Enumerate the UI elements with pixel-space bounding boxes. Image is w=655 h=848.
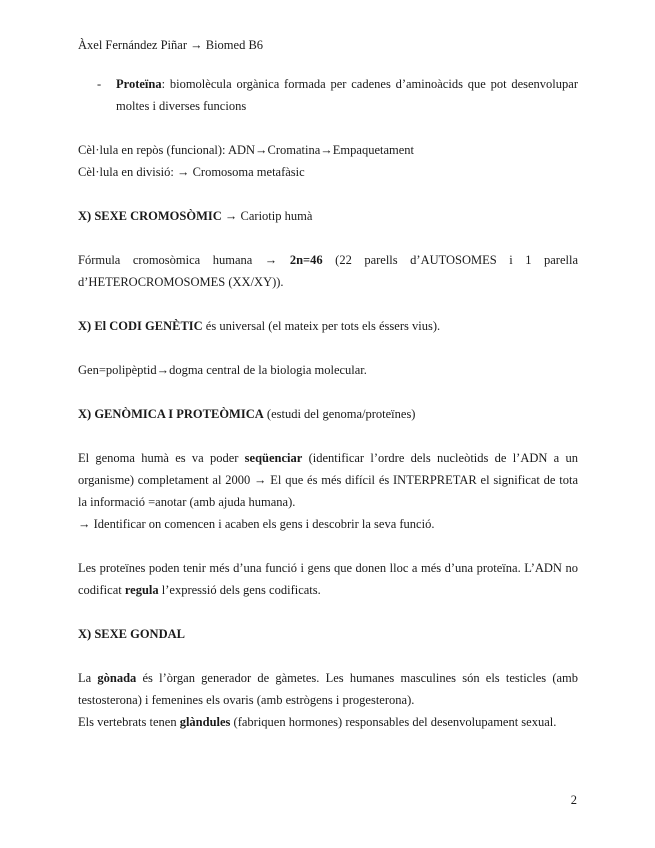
heading-sexe-gondal xyxy=(78,623,578,645)
paragraph-identificar: → Identificar on comencen i acaben els gens i descobrir la seva funció. xyxy=(78,517,435,531)
heading-text: X) El CODI GENÈTIC xyxy=(78,319,203,333)
bold-span: 2n=46 xyxy=(289,253,323,267)
paragraph-cell-division: Cèl·lula en divisió: → Cromosoma metafàsic xyxy=(78,165,305,179)
text-span: l’expressió dels gens codificats. xyxy=(158,583,321,597)
definition-proteina: : biomolècula orgànica formada per cadenes d’aminoàcids que pot desenvolupar moltes i diverses funcions xyxy=(116,77,578,113)
bullet-text xyxy=(116,73,578,117)
text-span: Els vertebrats tenen xyxy=(78,715,180,729)
heading-sexe-cromosomic xyxy=(78,205,578,227)
term-proteina: Proteïna xyxy=(116,77,162,91)
heading-codi-genetic xyxy=(78,315,578,337)
bullet-dash: - xyxy=(97,77,102,91)
paragraph-formula xyxy=(78,249,578,293)
bold-span: seqüenciar xyxy=(244,451,303,465)
text-span: Fórmula cromosòmica humana → xyxy=(78,253,290,267)
text-span: (22 parells d’AUTOSOMES i 1 parella d’HETEROCROMOSOMES (XX/XY)). xyxy=(78,253,578,289)
heading-rest: (estudi del genoma/proteïnes) xyxy=(263,407,416,421)
paragraph-vertebrats xyxy=(78,711,578,733)
paragraph-cell-rest: Cèl·lula en repòs (funcional): ADN→Cromatina→Empaquetament xyxy=(78,143,415,157)
text-span: (fabriquen hormones) responsables del desenvolupament sexual. xyxy=(230,715,557,729)
heading-text: X) SEXE GONDAL xyxy=(78,627,185,641)
heading-text: X) SEXE CROMOSÒMIC xyxy=(78,209,222,223)
text-span: (identificar l’ordre dels nucleòtids de l’ADN a un organisme) completament al 2000 → El que és més difícil és INTERPRETAR el significat de tota la informació =anotar (amb ajuda humana). xyxy=(78,451,578,509)
paragraph-gen: Gen=polipèptid→dogma central de la biologia molecular. xyxy=(78,363,367,377)
page-content xyxy=(78,73,578,733)
heading-genomica xyxy=(78,403,578,425)
heading-rest: → Cariotip humà xyxy=(221,209,313,223)
heading-text: X) GENÒMICA I PROTEÒMICA xyxy=(78,407,264,421)
heading-rest: és universal (el mateix per tots els éssers vius). xyxy=(202,319,441,333)
text-span: Les proteïnes poden tenir més d’una funció i gens que donen lloc a més d’una proteïna. L’ADN no codificat xyxy=(78,561,578,597)
paragraph-proteines xyxy=(78,557,578,601)
bold-span: regula xyxy=(124,583,159,597)
text-span: és l’òrgan generador de gàmetes. Les humanes masculines són els testicles (amb testosterona) i femenines els ovaris (amb estrògens i progesterona). xyxy=(78,671,579,707)
text-span: El genoma humà es va poder xyxy=(78,451,245,465)
paragraph-genoma xyxy=(78,447,578,513)
bullet-item-proteina xyxy=(97,73,578,117)
bold-span: glàndules xyxy=(179,715,231,729)
page-number: 2 xyxy=(570,793,577,807)
paragraph-gonada xyxy=(78,667,578,711)
page-header: Àxel Fernández Piñar → Biomed B6 xyxy=(78,38,264,52)
text-span: La xyxy=(78,671,98,685)
bold-span: gònada xyxy=(97,671,137,685)
